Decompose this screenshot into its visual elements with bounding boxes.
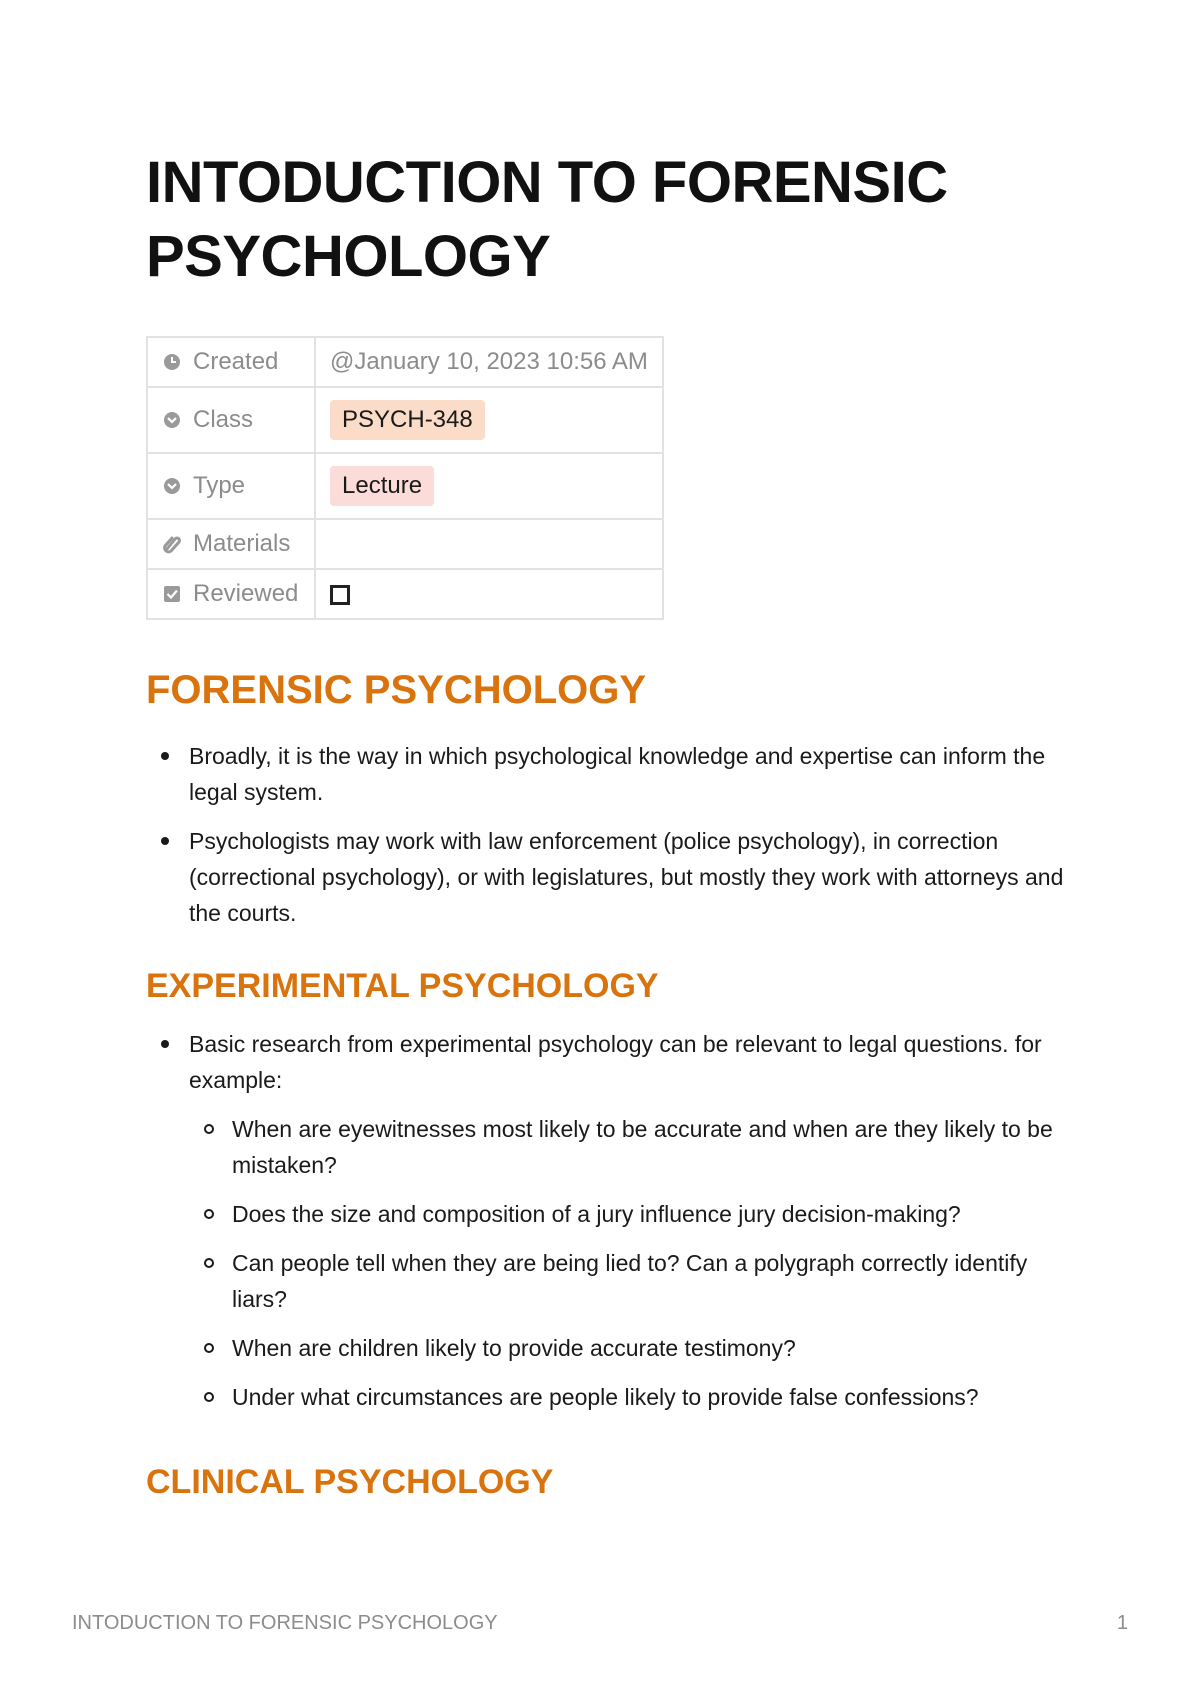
property-row-type bbox=[147, 453, 663, 519]
sub-list-item: When are children likely to provide accurate testimony? bbox=[189, 1330, 1066, 1366]
property-label-created: Created bbox=[193, 348, 279, 375]
page-footer bbox=[72, 1612, 1128, 1635]
property-value-created[interactable]: @January 10, 2023 10:56 AM bbox=[315, 337, 663, 387]
property-row-reviewed bbox=[147, 569, 663, 619]
clock-icon bbox=[162, 352, 182, 372]
property-label-class: Class bbox=[193, 406, 254, 433]
type-tag[interactable]: Lecture bbox=[330, 466, 434, 506]
property-row-class bbox=[147, 387, 663, 453]
section-heading-experimental: EXPERIMENTAL PSYCHOLOGY bbox=[146, 967, 659, 1005]
property-label-type: Type bbox=[193, 472, 246, 499]
property-row-created bbox=[147, 337, 663, 387]
sub-list-item: Can people tell when they are being lied to? Can a polygraph correctly identify liars? bbox=[189, 1245, 1066, 1317]
class-tag[interactable]: PSYCH-348 bbox=[330, 400, 485, 440]
section-heading-clinical: CLINICAL PSYCHOLOGY bbox=[146, 1463, 554, 1501]
page-number: 1 bbox=[1116, 1612, 1128, 1634]
page-title: INTODUCTION TO FORENSIC PSYCHOLOGY bbox=[146, 150, 948, 289]
select-icon bbox=[162, 476, 182, 496]
property-label-reviewed: Reviewed bbox=[193, 580, 299, 607]
paperclip-icon bbox=[162, 534, 182, 554]
sub-list-item: When are eyewitnesses most likely to be accurate and when are they likely to be mistaken? bbox=[189, 1111, 1066, 1183]
property-value-materials[interactable] bbox=[315, 519, 663, 569]
list-item-text: Basic research from experimental psychology can be relevant to legal questions. for example: bbox=[189, 1031, 1042, 1093]
sub-list-item: Does the size and composition of a jury influence jury decision-making? bbox=[189, 1196, 1066, 1232]
property-label-materials: Materials bbox=[193, 530, 291, 557]
reviewed-checkbox[interactable] bbox=[330, 585, 350, 605]
list-item: Broadly, it is the way in which psychological knowledge and expertise can inform the legal system. bbox=[146, 738, 1066, 810]
experimental-sub-list bbox=[189, 1111, 1066, 1415]
list-item bbox=[146, 1026, 1066, 1415]
property-row-materials bbox=[147, 519, 663, 569]
checkbox-property-icon bbox=[162, 584, 182, 604]
list-item: Psychologists may work with law enforcement (police psychology), in correction (correctional psychology), or with legislatures, but mostly they work with attorneys and the courts. bbox=[146, 823, 1066, 931]
properties-table bbox=[146, 336, 664, 620]
forensic-bullet-list bbox=[146, 738, 1066, 944]
sub-list-item: Under what circumstances are people likely to provide false confessions? bbox=[189, 1379, 1066, 1415]
section-heading-forensic: FORENSIC PSYCHOLOGY bbox=[146, 668, 647, 712]
experimental-bullet-list bbox=[146, 1026, 1066, 1428]
select-icon bbox=[162, 410, 182, 430]
footer-title: INTODUCTION TO FORENSIC PSYCHOLOGY bbox=[72, 1612, 498, 1634]
